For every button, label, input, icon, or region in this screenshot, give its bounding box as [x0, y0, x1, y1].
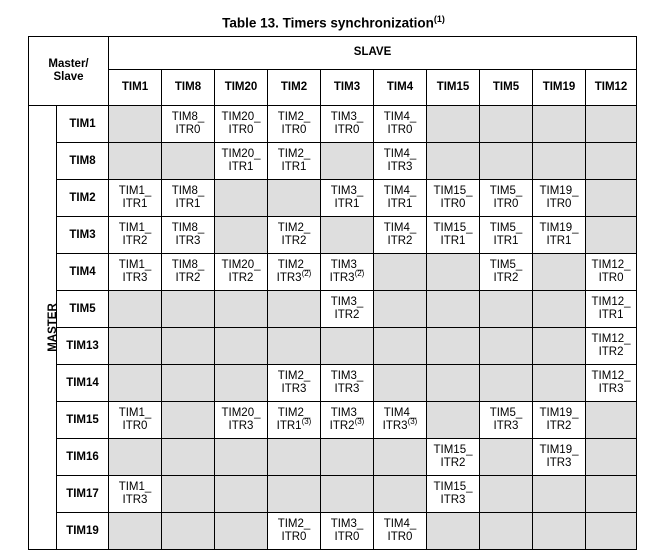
cell-timer-prefix: TIM15_	[433, 444, 473, 456]
sync-cell	[215, 106, 268, 143]
cell-itr-value: ITR2	[598, 346, 624, 358]
cell-timer-prefix: TIM19_	[539, 407, 579, 419]
sync-cell	[109, 217, 162, 254]
master-label: MASTER	[46, 303, 59, 352]
column-header-tim5: TIM5	[480, 69, 533, 105]
sync-cell	[321, 291, 374, 328]
sync-cell	[533, 513, 586, 550]
sync-cell	[162, 402, 215, 439]
sync-cell	[268, 439, 321, 476]
cell-timer-prefix: TIM20_	[221, 407, 261, 419]
cell-timer-prefix: TIM2_	[277, 518, 311, 530]
sync-cell	[374, 365, 427, 402]
caption-footnote-marker: (1)	[433, 14, 445, 24]
cell-timer-prefix: TIM5_	[489, 185, 523, 197]
sync-cell	[374, 143, 427, 180]
sync-cell	[109, 402, 162, 439]
sync-cell	[427, 439, 480, 476]
cell-itr-value: ITR0	[387, 531, 413, 543]
sync-cell	[215, 217, 268, 254]
table-row	[29, 513, 637, 550]
sync-cell	[586, 328, 637, 365]
cell-timer-prefix: TIM2_	[277, 370, 311, 382]
cell-timer-prefix: TIM2_	[277, 111, 311, 123]
cell-timer-prefix: TIM15_	[433, 185, 473, 197]
cell-itr-value: ITR3$^{(2)}$	[329, 269, 365, 284]
sync-cell	[374, 439, 427, 476]
cell-timer-prefix: TIM8_	[171, 222, 205, 234]
sync-cell	[533, 180, 586, 217]
cell-itr-value: ITR0	[387, 124, 413, 136]
sync-cell	[268, 513, 321, 550]
sync-cell	[321, 513, 374, 550]
sync-cell	[427, 402, 480, 439]
sync-cell	[162, 439, 215, 476]
cell-timer-prefix: TIM4_	[383, 407, 417, 419]
cell-timer-prefix: TIM4_	[383, 111, 417, 123]
cell-timer-prefix: TIM5_	[489, 259, 523, 271]
sync-cell	[215, 180, 268, 217]
sync-cell	[162, 476, 215, 513]
column-header-tim20: TIM20	[215, 69, 268, 105]
sync-cell	[321, 476, 374, 513]
cell-itr-value: ITR1$^{(3)}$	[276, 417, 312, 432]
cell-timer-prefix: TIM3_	[330, 296, 364, 308]
sync-cell	[321, 254, 374, 291]
cell-itr-value: ITR1	[175, 198, 201, 210]
cell-timer-prefix: TIM8_	[171, 259, 205, 271]
cell-timer-prefix: TIM1_	[118, 222, 152, 234]
sync-cell	[480, 476, 533, 513]
sync-cell	[533, 365, 586, 402]
sync-cell	[268, 476, 321, 513]
cell-timer-prefix: TIM20_	[221, 148, 261, 160]
sync-cell	[215, 402, 268, 439]
column-header-tim4: TIM4	[374, 69, 427, 105]
master-slave-header	[29, 37, 109, 106]
sync-cell	[533, 439, 586, 476]
cell-itr-value: ITR2	[493, 272, 519, 284]
caption-text: Table 13. Timers synchronization	[222, 15, 434, 31]
row-header-tim2: TIM2	[57, 180, 109, 217]
cell-timer-prefix: TIM12_	[591, 333, 631, 345]
row-header-tim3: TIM3	[57, 217, 109, 254]
row-header-tim16: TIM16	[57, 439, 109, 476]
sync-cell	[109, 291, 162, 328]
sync-cell	[321, 439, 374, 476]
cell-itr-value: ITR3	[122, 494, 148, 506]
sync-cell	[480, 439, 533, 476]
row-header-tim1: TIM1	[57, 106, 109, 143]
table-row	[29, 254, 637, 291]
sync-cell	[321, 402, 374, 439]
sync-cell	[533, 217, 586, 254]
column-header-tim19: TIM19	[533, 69, 586, 105]
cell-timer-prefix: TIM19_	[539, 185, 579, 197]
sync-cell	[321, 365, 374, 402]
cell-timer-prefix: TIM20_	[221, 111, 261, 123]
sync-cell	[321, 328, 374, 365]
table-caption	[0, 14, 667, 31]
cell-itr-value: ITR1	[493, 235, 519, 247]
column-header-tim8: TIM8	[162, 69, 215, 105]
slave-header: SLAVE	[109, 37, 637, 70]
cell-timer-prefix: TIM4_	[383, 185, 417, 197]
sync-cell	[586, 402, 637, 439]
row-header-tim15: TIM15	[57, 402, 109, 439]
cell-itr-value: ITR3	[228, 420, 254, 432]
sync-cell	[215, 513, 268, 550]
sync-cell	[109, 328, 162, 365]
sync-cell	[162, 513, 215, 550]
cell-itr-value: ITR3$^{(3)}$	[382, 417, 418, 432]
cell-itr-value: ITR3	[440, 494, 466, 506]
sync-cell	[109, 476, 162, 513]
cell-timer-prefix: TIM2_	[277, 222, 311, 234]
sync-cell	[215, 143, 268, 180]
cell-timer-prefix: TIM2_	[277, 407, 311, 419]
cell-timer-prefix: TIM15_	[433, 481, 473, 493]
sync-cell	[109, 254, 162, 291]
sync-cell	[374, 180, 427, 217]
cell-timer-prefix: TIM19_	[539, 222, 579, 234]
cell-timer-prefix: TIM5_	[489, 407, 523, 419]
cell-timer-prefix: TIM3_	[330, 185, 364, 197]
sync-cell	[533, 291, 586, 328]
cell-timer-prefix: TIM8_	[171, 185, 205, 197]
cell-itr-value: ITR1	[122, 198, 148, 210]
cell-itr-value: ITR2	[387, 235, 413, 247]
sync-cell	[586, 180, 637, 217]
sync-cell	[268, 143, 321, 180]
cell-timer-prefix: TIM3_	[330, 518, 364, 530]
sync-cell	[586, 217, 637, 254]
cell-itr-value: ITR1	[228, 161, 254, 173]
sync-cell	[268, 365, 321, 402]
sync-cell	[586, 143, 637, 180]
sync-cell	[480, 180, 533, 217]
cell-itr-value: ITR0	[281, 531, 307, 543]
sync-cell	[374, 254, 427, 291]
sync-cell	[162, 365, 215, 402]
timers-sync-table	[28, 36, 637, 550]
cell-itr-value: ITR1	[387, 198, 413, 210]
cell-itr-value: ITR1	[598, 309, 624, 321]
sync-cell	[586, 513, 637, 550]
table-row	[29, 328, 637, 365]
sync-cell	[268, 402, 321, 439]
column-header-tim15: TIM15	[427, 69, 480, 105]
cell-timer-prefix: TIM1_	[118, 259, 152, 271]
footnote-marker: (2)	[301, 269, 312, 279]
cell-itr-value: ITR1	[440, 235, 466, 247]
row-header-tim17: TIM17	[57, 476, 109, 513]
cell-itr-value: ITR3	[598, 383, 624, 395]
sync-cell	[427, 513, 480, 550]
sync-cell	[162, 328, 215, 365]
cell-itr-value: ITR1	[281, 161, 307, 173]
table-row	[29, 439, 637, 476]
row-header-tim8: TIM8	[57, 143, 109, 180]
cell-itr-value: ITR0	[440, 198, 466, 210]
cell-itr-value: ITR0	[546, 198, 572, 210]
table-row	[29, 365, 637, 402]
cell-timer-prefix: TIM15_	[433, 222, 473, 234]
sync-cell	[109, 180, 162, 217]
sync-cell	[321, 217, 374, 254]
sync-cell	[374, 513, 427, 550]
sync-cell	[268, 180, 321, 217]
cell-timer-prefix: TIM8_	[171, 111, 205, 123]
sync-cell	[162, 254, 215, 291]
sync-cell	[427, 143, 480, 180]
cell-itr-value: ITR0	[493, 198, 519, 210]
cell-itr-value: ITR3	[334, 383, 360, 395]
cell-timer-prefix: TIM4_	[383, 518, 417, 530]
cell-itr-value: ITR0	[598, 272, 624, 284]
cell-timer-prefix: TIM3_	[330, 407, 364, 419]
sync-cell	[215, 328, 268, 365]
cell-timer-prefix: TIM3_	[330, 259, 364, 271]
cell-itr-value: ITR0	[334, 531, 360, 543]
sync-cell	[268, 328, 321, 365]
sync-cell	[374, 291, 427, 328]
sync-cell	[374, 217, 427, 254]
cell-itr-value: ITR3	[122, 272, 148, 284]
sync-cell	[480, 365, 533, 402]
sync-cell	[215, 254, 268, 291]
sync-cell	[533, 402, 586, 439]
row-header-tim19: TIM19	[57, 513, 109, 550]
sync-cell	[109, 106, 162, 143]
cell-timer-prefix: TIM2_	[277, 259, 311, 271]
cell-timer-prefix: TIM1_	[118, 481, 152, 493]
footnote-marker: (3)	[407, 417, 418, 427]
cell-itr-value: ITR3	[175, 235, 201, 247]
sync-cell	[480, 106, 533, 143]
sync-cell	[586, 254, 637, 291]
sync-cell	[268, 106, 321, 143]
cell-itr-value: ITR1	[334, 198, 360, 210]
cell-itr-value: ITR3	[546, 457, 572, 469]
sync-cell	[427, 291, 480, 328]
sync-cell	[374, 106, 427, 143]
column-header-tim1: TIM1	[109, 69, 162, 105]
footnote-marker: (3)	[301, 417, 312, 427]
cell-itr-value: ITR3	[281, 383, 307, 395]
table-row	[29, 402, 637, 439]
cell-itr-value: ITR2	[334, 309, 360, 321]
sync-cell	[215, 365, 268, 402]
cell-itr-value: ITR0	[175, 124, 201, 136]
table-row	[29, 143, 637, 180]
table-row	[29, 180, 637, 217]
column-header-tim2: TIM2	[268, 69, 321, 105]
cell-itr-value: ITR1	[546, 235, 572, 247]
sync-cell	[268, 291, 321, 328]
footnote-marker: (2)	[354, 269, 365, 279]
sync-cell	[480, 143, 533, 180]
row-header-tim5: TIM5	[57, 291, 109, 328]
cell-itr-value: ITR3$^{(2)}$	[276, 269, 312, 284]
sync-cell	[480, 254, 533, 291]
sync-cell	[268, 254, 321, 291]
column-header-tim12: TIM12	[586, 69, 637, 105]
cell-timer-prefix: TIM12_	[591, 370, 631, 382]
sync-cell	[427, 180, 480, 217]
sync-cell	[268, 217, 321, 254]
sync-cell	[533, 254, 586, 291]
sync-cell	[162, 106, 215, 143]
sync-cell	[480, 328, 533, 365]
sync-cell	[109, 143, 162, 180]
cell-timer-prefix: TIM20_	[221, 259, 261, 271]
cell-timer-prefix: TIM1_	[118, 407, 152, 419]
sync-cell	[109, 439, 162, 476]
footnote-marker: (3)	[354, 417, 365, 427]
master-slave-label: Master/ Slave	[48, 58, 89, 83]
row-header-tim14: TIM14	[57, 365, 109, 402]
cell-timer-prefix: TIM4_	[383, 148, 417, 160]
sync-cell	[109, 513, 162, 550]
sync-cell	[586, 439, 637, 476]
sync-cell	[215, 291, 268, 328]
table-row	[29, 106, 637, 143]
cell-timer-prefix: TIM2_	[277, 148, 311, 160]
sync-cell	[321, 106, 374, 143]
cell-itr-value: ITR3	[387, 161, 413, 173]
table-body	[29, 106, 637, 550]
sync-cell	[427, 476, 480, 513]
table-row	[29, 476, 637, 513]
row-header-tim4: TIM4	[57, 254, 109, 291]
sync-cell	[586, 365, 637, 402]
cell-itr-value: ITR2	[440, 457, 466, 469]
sync-cell	[374, 402, 427, 439]
sync-cell	[162, 180, 215, 217]
sync-cell	[215, 439, 268, 476]
cell-timer-prefix: TIM12_	[591, 296, 631, 308]
sync-cell	[586, 106, 637, 143]
cell-itr-value: ITR0	[122, 420, 148, 432]
master-side-header	[29, 106, 57, 550]
cell-timer-prefix: TIM4_	[383, 222, 417, 234]
sync-cell	[374, 476, 427, 513]
sync-cell	[427, 254, 480, 291]
cell-itr-value: ITR2	[122, 235, 148, 247]
sync-cell	[321, 180, 374, 217]
sync-cell	[480, 402, 533, 439]
sync-cell	[480, 513, 533, 550]
sync-cell	[215, 476, 268, 513]
sync-cell	[427, 217, 480, 254]
sync-cell	[162, 143, 215, 180]
cell-timer-prefix: TIM5_	[489, 222, 523, 234]
cell-itr-value: ITR2	[281, 235, 307, 247]
row-header-tim13: TIM13	[57, 328, 109, 365]
sync-cell	[427, 328, 480, 365]
sync-cell	[586, 291, 637, 328]
sync-cell	[533, 106, 586, 143]
sync-cell	[533, 143, 586, 180]
sync-cell	[162, 291, 215, 328]
cell-itr-value: ITR0	[228, 124, 254, 136]
sync-cell	[109, 365, 162, 402]
cell-timer-prefix: TIM19_	[539, 444, 579, 456]
cell-itr-value: ITR0	[281, 124, 307, 136]
sync-cell	[533, 328, 586, 365]
column-header-tim3: TIM3	[321, 69, 374, 105]
cell-timer-prefix: TIM3_	[330, 111, 364, 123]
sync-cell	[321, 143, 374, 180]
sync-cell	[162, 217, 215, 254]
cell-itr-value: ITR2$^{(3)}$	[329, 417, 365, 432]
sync-cell	[427, 365, 480, 402]
sync-cell	[533, 476, 586, 513]
cell-timer-prefix: TIM3_	[330, 370, 364, 382]
table-row	[29, 291, 637, 328]
sync-cell	[480, 217, 533, 254]
cell-itr-value: ITR2	[228, 272, 254, 284]
cell-itr-value: ITR2	[175, 272, 201, 284]
cell-itr-value: ITR0	[334, 124, 360, 136]
slave-column-headers	[29, 69, 637, 105]
sync-cell	[374, 328, 427, 365]
cell-timer-prefix: TIM12_	[591, 259, 631, 271]
sync-cell	[480, 291, 533, 328]
sync-cell	[427, 106, 480, 143]
cell-itr-value: ITR2	[546, 420, 572, 432]
table-row	[29, 217, 637, 254]
sync-cell	[586, 476, 637, 513]
cell-timer-prefix: TIM1_	[118, 185, 152, 197]
cell-itr-value: ITR3	[493, 420, 519, 432]
